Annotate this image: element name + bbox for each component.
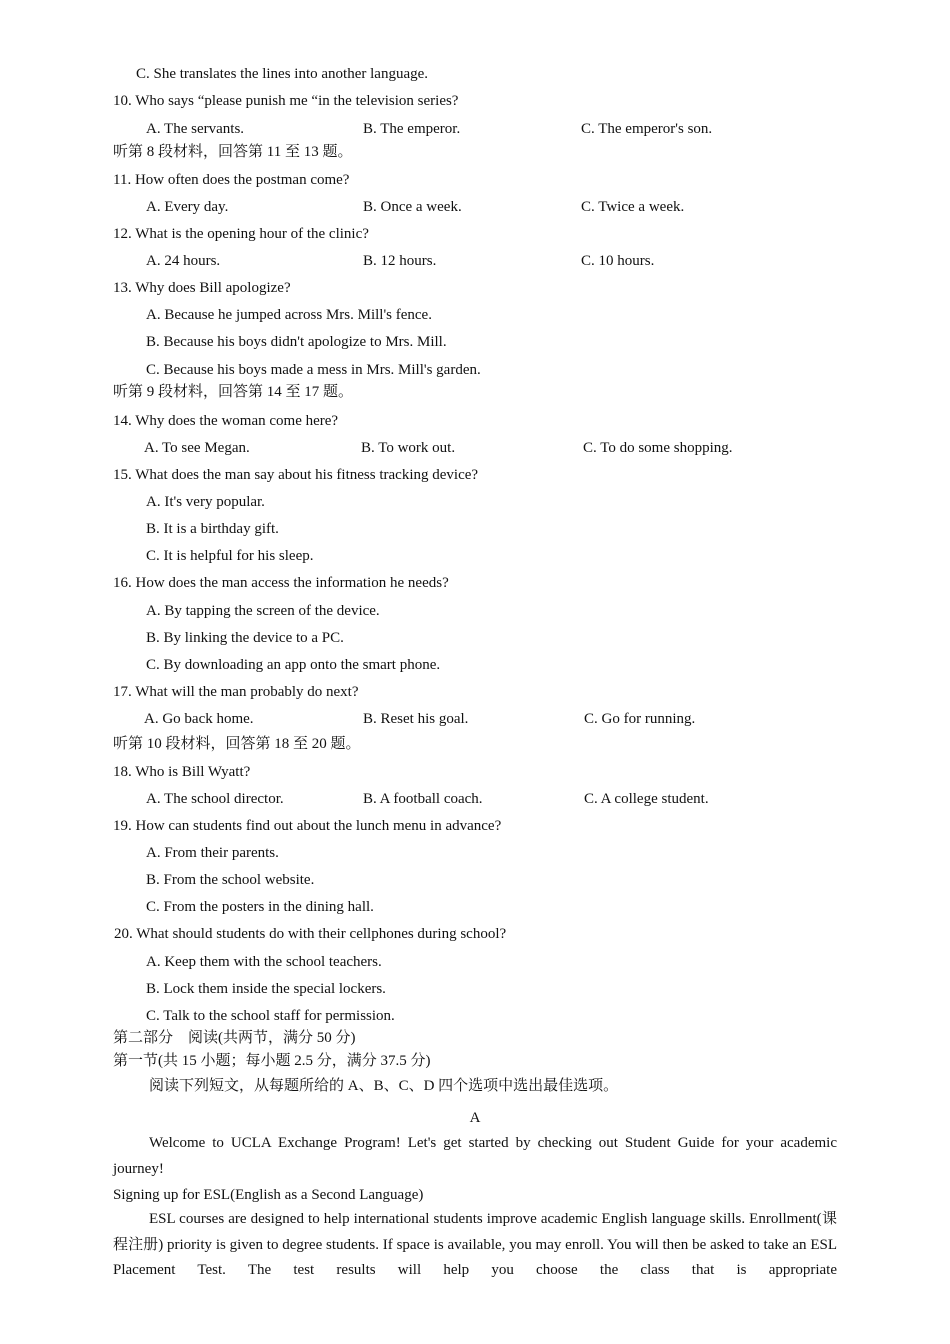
q13-option-a: A. Because he jumped across Mrs. Mill's fence. [146, 307, 432, 323]
q17-option-c: C. Go for running. [584, 711, 696, 727]
q13-option-c: C. Because his boys made a mess in Mrs. Mill's garden. [146, 362, 481, 378]
q15-question: 15. What does the man say about his fitness tracking device? [113, 467, 479, 483]
section-10-instruction: 听第 10 段材料，回答第 18 至 20 题。 [113, 736, 361, 752]
q10-option-c: C. The emperor's son. [581, 121, 713, 137]
q16-option-a: A. By tapping the screen of the device. [146, 603, 380, 619]
q11-option-b: B. Once a week. [363, 199, 462, 215]
q20-question: 20. What should students do with their cellphones during school? [114, 926, 507, 942]
q19-option-b: B. From the school website. [146, 872, 315, 888]
q17-option-a: A. Go back home. [144, 711, 254, 727]
q20-option-c: C. Talk to the school staff for permission. [146, 1008, 395, 1024]
q18-question: 18. Who is Bill Wyatt? [113, 764, 251, 780]
q11-option-c: C. Twice a week. [581, 199, 685, 215]
q18-option-a: A. The school director. [146, 791, 284, 807]
q12-option-b: B. 12 hours. [363, 253, 437, 269]
q17-question: 17. What will the man probably do next? [113, 684, 359, 700]
q15-option-c: C. It is helpful for his sleep. [146, 548, 314, 564]
q17-option-b: B. Reset his goal. [363, 711, 469, 727]
q16-option-b: B. By linking the device to a PC. [146, 630, 344, 646]
q16-option-c: C. By downloading an app onto the smart phone. [146, 657, 441, 673]
q10-option-b: B. The emperor. [363, 121, 461, 137]
q15-option-b: B. It is a birthday gift. [146, 521, 279, 537]
part-2-heading: 第二部分 阅读(共两节，满分 50 分) [113, 1030, 356, 1046]
q13-option-b: B. Because his boys didn't apologize to Mrs. Mill. [146, 334, 447, 350]
q14-option-b: B. To work out. [361, 440, 456, 456]
q18-option-c: C. A college student. [584, 791, 709, 807]
q12-option-c: C. 10 hours. [581, 253, 655, 269]
q9-option-c: C. She translates the lines into another language. [136, 66, 429, 82]
q16-question: 16. How does the man access the information he needs? [113, 575, 449, 591]
q18-option-b: B. A football coach. [363, 791, 483, 807]
q10-question: 10. Who says “please punish me “in the television series? [113, 93, 459, 109]
q19-option-c: C. From the posters in the dining hall. [146, 899, 374, 915]
q20-option-b: B. Lock them inside the special lockers. [146, 981, 386, 997]
q19-question: 19. How can students find out about the lunch menu in advance? [113, 818, 502, 834]
esl-subheading: Signing up for ESL(English as a Second Language) [113, 1187, 424, 1203]
q20-option-a: A. Keep them with the school teachers. [146, 954, 382, 970]
section-8-instruction: 听第 8 段材料，回答第 11 至 13 题。 [113, 144, 353, 160]
q11-option-a: A. Every day. [146, 199, 229, 215]
q15-option-a: A. It's very popular. [146, 494, 265, 510]
q13-question: 13. Why does Bill apologize? [113, 280, 291, 296]
q10-option-a: A. The servants. [146, 121, 245, 137]
q14-question: 14. Why does the woman come here? [113, 413, 339, 429]
passage-label: A [469, 1110, 481, 1126]
reading-instruction: 阅读下列短文，从每题所给的 A、B、C、D 四个选项中选出最佳选项。 [149, 1078, 619, 1094]
q12-question: 12. What is the opening hour of the clinic? [113, 226, 369, 242]
section-1-heading: 第一节(共 15 小题；每小题 2.5 分，满分 37.5 分) [113, 1053, 431, 1069]
section-9-instruction: 听第 9 段材料，回答第 14 至 17 题。 [113, 384, 354, 400]
q19-option-a: A. From their parents. [146, 845, 279, 861]
passage-intro: Welcome to UCLA Exchange Program! Let's get started by checking out Student Guide for your academic journey! [113, 1135, 837, 1177]
esl-paragraph: ESL courses are designed to help international students improve academic English language skills. Enrollment(课程注册) priority is given to degree students. If space is available, you may enroll. You will then be asked to take an ESL Placement Test. The test results will help you choose the class that is appropriate [113, 1211, 837, 1278]
q12-option-a: A. 24 hours. [146, 253, 221, 269]
q14-option-c: C. To do some shopping. [583, 440, 733, 456]
q11-question: 11. How often does the postman come? [113, 172, 350, 188]
q14-option-a: A. To see Megan. [144, 440, 250, 456]
